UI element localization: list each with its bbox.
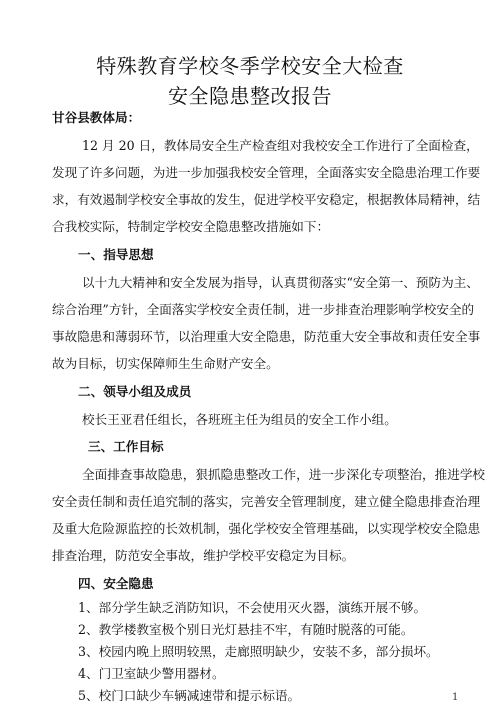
section1-line: 综合治理”方针，全面落实学校安全责任制，进一步排查治理影响学校安全的: [52, 302, 475, 317]
salutation: 甘谷县教体局：: [52, 110, 141, 125]
section3-line: 排查治理，防范安全事故，维护学校平安稳定为目标。: [52, 548, 355, 563]
section1-line: 故为目标，切实保障师生生命财产安全。: [52, 356, 279, 371]
page-number: 1: [452, 692, 459, 703]
section3-line: 及重大危险源监控的长效机制，强化学校安全管理基础，以实现学校安全隐患: [52, 521, 481, 536]
hazard-item: 1、部分学生缺乏消防知识，不会使用灭火器，演练开展不够。: [78, 600, 427, 615]
section1-line: 以十九大精神和安全发展为指导，认真贯彻落实“安全第一、预防为主、: [82, 275, 479, 290]
section2-line: 校长王亚君任组长，各班班主任为组员的安全工作小组。: [82, 412, 397, 427]
section-heading-safety-hazards: 四、安全隐患: [78, 576, 154, 591]
intro-line: 合我校实际，特制定学校安全隐患整改措施如下：: [52, 219, 330, 234]
section-heading-guiding-ideology: 一、指导思想: [78, 247, 154, 262]
section-heading-work-goals: 三、工作目标: [88, 439, 164, 454]
section3-line: 全面排查事故隐患，狠抓隐患整改工作，进一步深化专项整治，推进学校: [82, 467, 485, 482]
hazard-item: 5、校门口缺少车辆减速带和提示标语。: [78, 688, 301, 703]
intro-line: 发现了许多问题，为进一步加强我校安全管理，全面落实安全隐患治理工作要: [52, 165, 481, 180]
hazard-item: 3、校园内晚上照明较黑，走廊照明缺少，安装不多，部分损坏。: [78, 644, 439, 659]
section1-line: 事故隐患和薄弱环节，以治理重大安全隐患，防范重大安全事故和责任安全事: [52, 329, 481, 344]
section3-line: 安全责任制和责任追究制的落实，完善安全管理制度，建立健全隐患排查治理: [52, 494, 481, 509]
document-title-line2: 安全隐患整改报告: [168, 84, 332, 108]
section-heading-leadership-group: 二、领导小组及成员: [78, 384, 192, 399]
intro-line: 求，有效遏制学校安全事故的发生，促进学校平安稳定，根据教体局精神，结: [52, 192, 481, 207]
document-title-line1: 特殊教育学校冬季学校安全大检查: [96, 54, 404, 78]
hazard-item: 4、门卫室缺少警用器材。: [78, 666, 225, 681]
hazard-item: 2、教学楼教室极个别日光灯悬挂不牢，有随时脱落的可能。: [78, 622, 414, 637]
intro-line: 12 月 20 日，教体局安全生产检查组对我校安全工作进行了全面检查，: [82, 138, 479, 153]
